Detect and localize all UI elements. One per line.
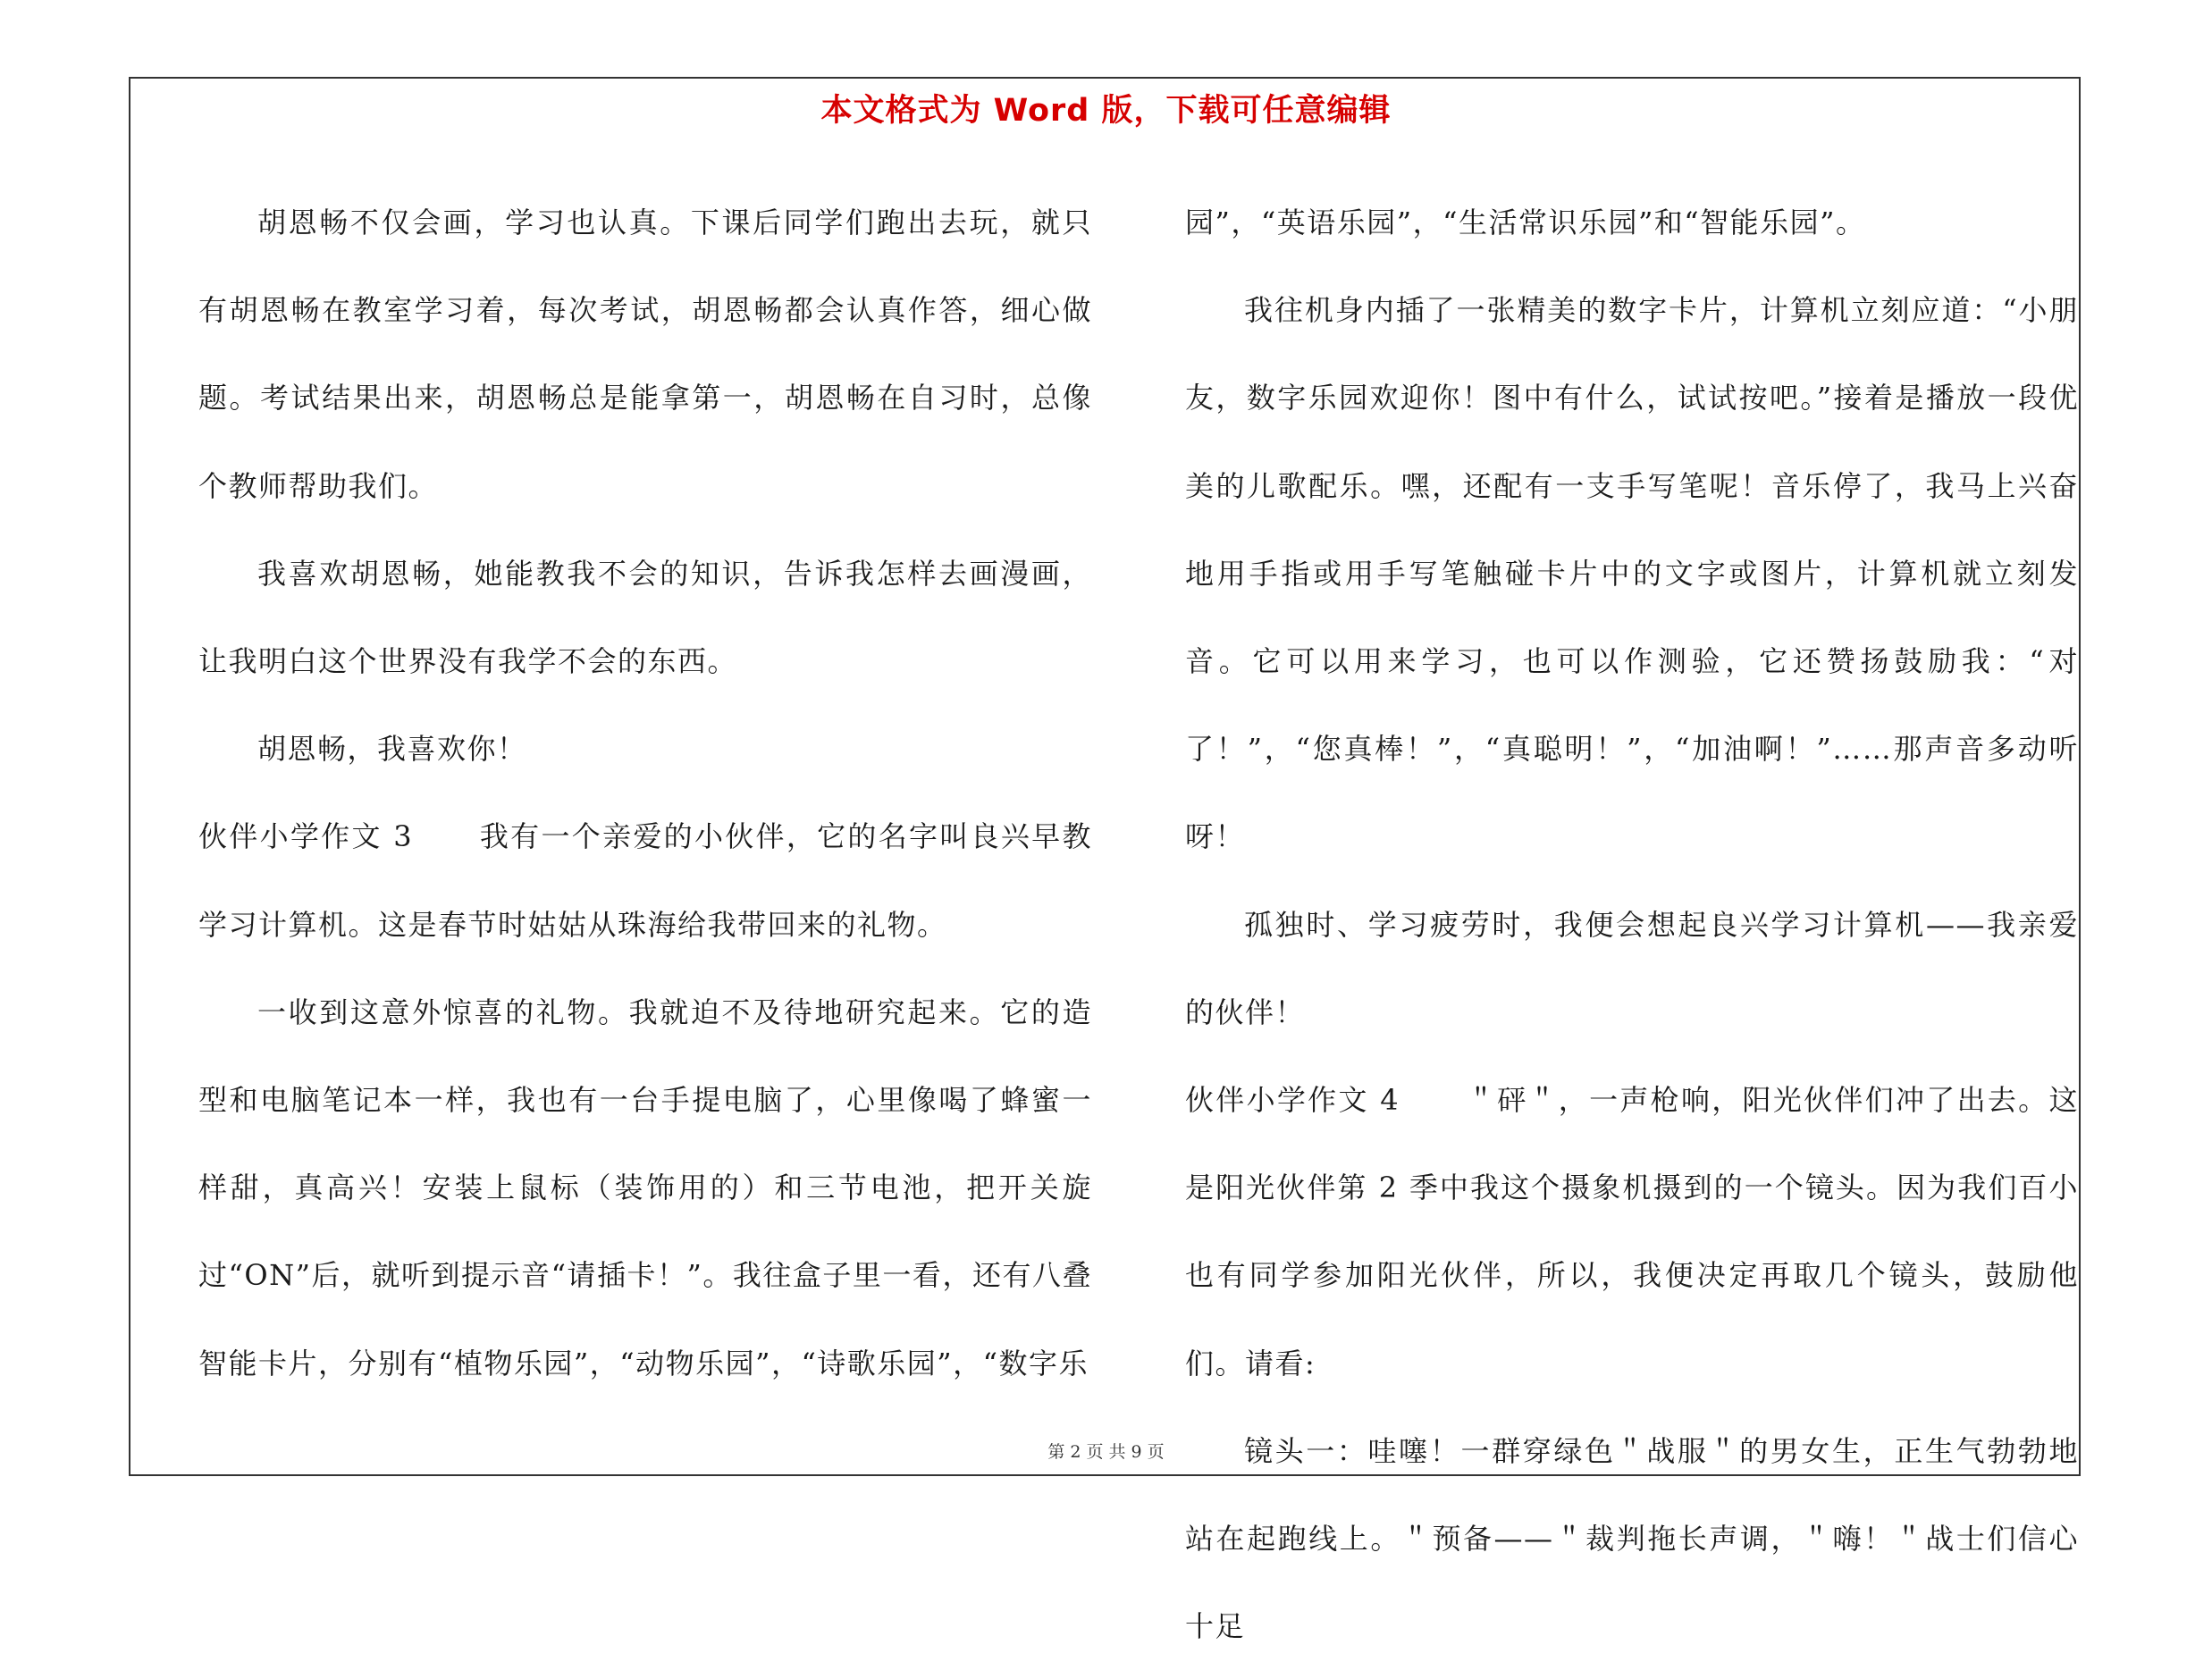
paragraph: 镜头一：哇噻！一群穿绿色＂战服＂的男女生，正生气勃勃地站在起跑线上。＂预备——＂裁判拖长声调，＂嗨！＂战士们信心十足 <box>1185 1433 2079 1644</box>
title-gap <box>1400 1083 1467 1117</box>
paragraph: 我往机身内插了一张精美的数字卡片，计算机立刻应道：“小朋友，数字乐园欢迎你！图中有什么，试试按吧。”接着是播放一段优美的儿歌配乐。嘿，还配有一支手写笔呢！音乐停了，我马上兴奋地用手指或用手写笔触碰卡片中的文字或图片，计算机就立刻发音。它可以用来学习，也可以作测验，它还赞扬鼓励我：“对了！”，“您真棒！”，“真聪明！”，“加油啊！”……那声音多动听呀！ <box>1185 293 2079 854</box>
essay-3-block <box>198 793 1092 968</box>
essay-3-title: 伙伴小学作文 3 <box>198 819 414 854</box>
essay-4-title: 伙伴小学作文 4 <box>1185 1083 1400 1118</box>
title-gap <box>413 819 480 853</box>
paragraph: 一收到这意外惊喜的礼物。我就迫不及待地研究起来。它的造型和电脑笔记本一样，我也有一台手提电脑了，心里像喝了蜂蜜一样甜，真高兴！安装上鼠标（装饰用的）和三节电池，把开关旋过“ON”后，就听到提示音“请插卡！”。我往盒子里一看，还有八叠智能卡片，分别有“植物乐园”，“动物乐园”，“诗歌乐园”，“数字乐 <box>198 994 1092 1380</box>
essay-4-block <box>1185 1056 2079 1407</box>
document-banner: 本文格式为 Word 版，下载可任意编辑 <box>820 93 1392 129</box>
left-column <box>198 179 1092 1407</box>
paragraph: 孤独时、学习疲劳时，我便会想起良兴学习计算机——我亲爱的伙伴！ <box>1185 907 2079 1029</box>
paragraph: 胡恩畅不仅会画，学习也认真。下课后同学们跑出去玩，就只有胡恩畅在教室学习着，每次考试，胡恩畅都会认真作答，细心做题。考试结果出来，胡恩畅总是能拿第一，胡恩畅在自习时，总像个教师帮助我们。 <box>198 206 1092 503</box>
paragraph: 我喜欢胡恩畅，她能教我不会的知识，告诉我怎样去画漫画，让我明白这个世界没有我学不会的东西。 <box>198 556 1092 679</box>
paragraph: 胡恩畅，我喜欢你！ <box>257 732 527 767</box>
essay-3-intro: 我有一个亲爱的小伙伴，它的名字叫良兴早教学习计算机。这是春节时姑姑从珠海给我带回来的礼物。 <box>198 819 1092 942</box>
essay-4-intro: ＂砰＂，一声枪响，阳光伙伴们冲了出去。这是阳光伙伴第 2 季中我这个摄象机摄到的一个镜头。因为我们百小也有同学参加阳光伙伴，所以，我便决定再取几个镜头，鼓励他们。请看: <box>1185 1083 2079 1380</box>
paragraph-continued: 园”，“英语乐园”，“生活常识乐园”和“智能乐园”。 <box>1185 206 1866 239</box>
page-number-footer: 第 2 页 共 9 页 <box>1047 1442 1165 1462</box>
